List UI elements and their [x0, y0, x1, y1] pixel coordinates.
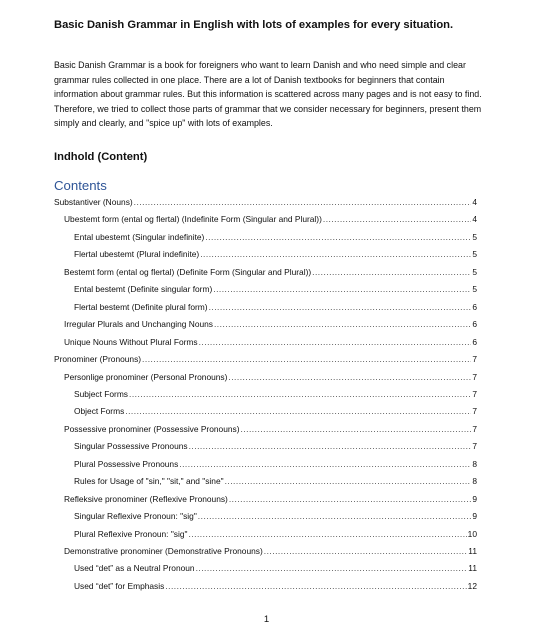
contents-heading: Indhold (Content)	[54, 151, 148, 163]
toc-dot-leader	[225, 476, 472, 486]
toc-entry-label: Flertal bestemt (Definite plural form)	[74, 301, 208, 312]
toc-entry-page: 9	[472, 511, 477, 522]
toc-entry-label: Singular Possessive Pronouns	[74, 441, 188, 452]
toc-entry-label: Plural Reflexive Pronoun: "sig"	[74, 528, 188, 539]
toc-dot-leader	[323, 214, 471, 224]
toc-entry-label: Demonstrative pronominer (Demonstrative Pronouns)	[64, 546, 263, 556]
toc-entry-page: 5	[472, 266, 477, 277]
toc-entry[interactable]	[64, 263, 477, 277]
toc-entry[interactable]	[74, 577, 477, 591]
toc-dot-leader	[205, 232, 471, 242]
toc-entry[interactable]	[74, 525, 477, 539]
toc-entry-page: 7	[472, 354, 477, 365]
toc-dot-leader	[264, 546, 468, 556]
toc-dot-leader	[189, 441, 472, 451]
toc-dot-leader	[228, 372, 471, 382]
toc-entry-page: 7	[472, 406, 477, 417]
toc-entry-page: 7	[472, 371, 477, 382]
toc-dot-leader	[198, 511, 472, 521]
toc-dot-leader	[165, 581, 466, 591]
toc-dot-leader	[188, 529, 466, 539]
toc-entry-label: Bestemt form (ental og flertal) (Definite Form (Singular and Plural))	[64, 266, 312, 277]
toc-entry[interactable]	[74, 507, 477, 521]
toc-dot-leader	[229, 494, 471, 504]
toc-entry[interactable]	[74, 228, 477, 242]
toc-entry[interactable]	[54, 350, 477, 364]
toc-entry-label: Pronominer (Pronouns)	[54, 354, 142, 365]
toc-entry-label: Object Forms	[74, 406, 125, 417]
toc-entry-page: 4	[472, 197, 477, 207]
toc-entry-page: 8	[472, 458, 477, 469]
document-title: Basic Danish Grammar in English with lots of examples for every situation.	[54, 19, 454, 31]
toc-entry-label: Irregular Plurals and Unchanging Nouns	[64, 319, 213, 330]
toc-entry[interactable]	[74, 385, 477, 399]
toc-entry[interactable]	[74, 559, 477, 573]
toc-entry[interactable]	[74, 437, 477, 451]
toc-entry[interactable]	[64, 315, 477, 329]
toc-entry-label: Used “det” as a Neutral Pronoun	[74, 563, 195, 574]
toc-entry[interactable]	[64, 210, 477, 224]
toc-entry-page: 7	[472, 441, 477, 452]
toc-dot-leader	[142, 354, 471, 364]
toc-entry-page: 6	[472, 319, 477, 330]
toc-dot-leader	[241, 424, 472, 434]
toc-entry-page: 12	[467, 580, 477, 591]
toc-entry-page: 5	[472, 284, 477, 295]
toc-dot-leader	[199, 337, 472, 347]
toc-entry-label: Possessive pronominer (Possessive Pronouns)	[64, 423, 240, 434]
page-number: 1	[263, 614, 270, 625]
toc-entry[interactable]	[74, 298, 477, 312]
toc-entry-label: Rules for Usage of "sin," "sit," and "sine"	[74, 476, 224, 487]
toc-entry-label: Unique Nouns Without Plural Forms	[64, 336, 198, 347]
toc-entry-label: Refleksive pronominer (Reflexive Pronouns)	[64, 493, 228, 504]
toc-entry-label: Ental bestemt (Definite singular form)	[74, 284, 213, 295]
toc-entry-page: 9	[472, 493, 477, 504]
toc-entry-label: Singular Reflexive Pronoun: "sig"	[74, 511, 197, 522]
toc-entry-page: 6	[472, 301, 477, 312]
toc-dot-leader	[125, 406, 471, 416]
toc-dot-leader	[312, 267, 471, 277]
toc-entry-label: Used “det” for Emphasis	[74, 580, 165, 591]
toc-entry[interactable]	[64, 368, 477, 382]
toc-entry-label: Ental ubestemt (Singular indefinite)	[74, 231, 205, 242]
toc-dot-leader	[196, 563, 468, 573]
toc-dot-leader	[214, 319, 471, 329]
toc-entry[interactable]	[64, 542, 477, 556]
toc-entry-page: 6	[472, 336, 477, 347]
toc-entry-page: 8	[472, 476, 477, 487]
toc-entry[interactable]	[64, 420, 477, 434]
toc-entry-page: 4	[472, 214, 477, 225]
toc-dot-leader	[209, 302, 472, 312]
toc-entry-page: 7	[472, 388, 477, 399]
toc-entry[interactable]	[74, 402, 477, 416]
toc-entry-label: Substantiver (Nouns)	[54, 197, 133, 207]
toc-entry-page: 7	[472, 423, 477, 434]
intro-paragraph: Basic Danish Grammar is a book for foreigners who want to learn Danish and who need simple and clear grammar rules collected in one place. There are a lot of Danish textbooks for beginners that contain information about grammar rules. But this information is scattered across many pages and is not easy to find. Therefore, we tried to collect those parts of grammar that we consider necessary for beginners, present them simply and clearly, and "spice up" with lots of examples.	[54, 60, 482, 129]
toc-dot-leader	[134, 197, 472, 207]
toc-entry-page: 11	[468, 563, 477, 574]
toc-entry[interactable]	[74, 245, 477, 259]
toc-dot-leader	[129, 389, 471, 399]
toc-title: Contents	[54, 178, 107, 193]
toc-entry[interactable]	[74, 455, 477, 469]
toc-entry-label: Personlige pronominer (Personal Pronouns)	[64, 371, 228, 382]
toc-entry-page: 5	[472, 249, 477, 260]
toc-entry[interactable]	[74, 280, 477, 294]
toc-dot-leader	[200, 249, 471, 259]
toc-entry-label: Ubestemt form (ental og flertal) (Indefinite Form (Singular and Plural))	[64, 214, 322, 225]
toc-entry-label: Plural Possessive Pronouns	[74, 458, 179, 469]
toc-entry[interactable]	[54, 193, 477, 207]
toc-dot-leader	[179, 459, 471, 469]
toc-entry-page: 11	[468, 546, 477, 556]
toc-entry-label: Subject Forms	[74, 388, 128, 399]
toc-entry[interactable]	[74, 472, 477, 486]
toc-entry-page: 10	[467, 528, 477, 539]
toc-dot-leader	[213, 284, 471, 294]
toc-entry-label: Flertal ubestemt (Plural indefinite)	[74, 249, 200, 260]
toc-entry[interactable]	[64, 490, 477, 504]
toc-entry[interactable]	[64, 333, 477, 347]
toc-entry-page: 5	[472, 231, 477, 242]
